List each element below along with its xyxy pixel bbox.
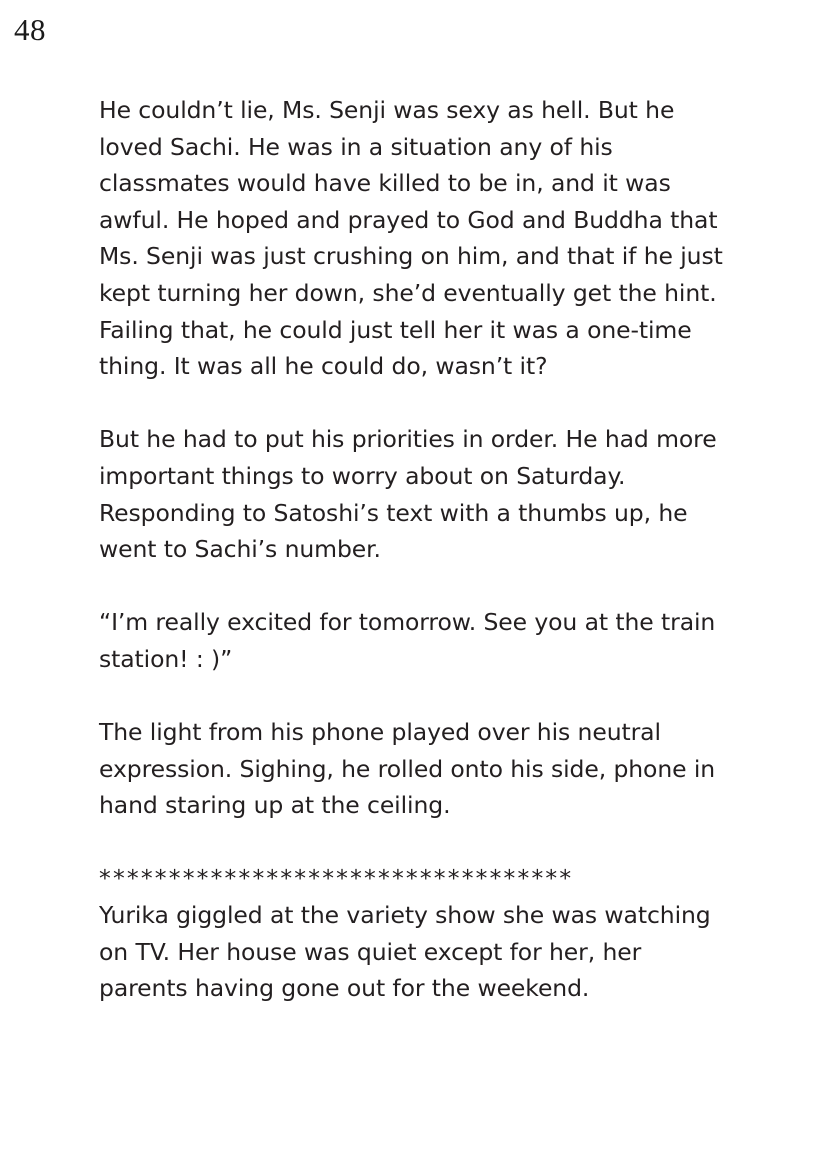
- paragraph: “I’m really excited for tomorrow. See you at the train station! : )”: [99, 608, 716, 673]
- paragraph: The light from his phone played over his neutral expression. Sighing, he rolled onto his side, phone in hand staring up at the ceiling.: [99, 718, 716, 820]
- paragraph: Yurika giggled at the variety show she was watching on TV. Her house was quiet except for her, her parents having gone out for the weekend.: [99, 901, 711, 1003]
- page-body-text: [99, 92, 731, 1007]
- scene-break-divider: **********************************: [99, 864, 574, 893]
- paragraph: He couldn’t lie, Ms. Senji was sexy as hell. But he loved Sachi. He was in a situation any of his classmates would have killed to be in, and it was awful. He hoped and prayed to God and Buddha that Ms. Senji was just crushing on him, and that if he just kept turning her down, she’d eventually get the hint. Failing that, he could just tell her it was a one-time thing. It was all he could do, wasn’t it?: [99, 96, 723, 381]
- paragraph: But he had to put his priorities in order. He had more important things to worry about on Saturday. Responding to Satoshi’s text with a thumbs up, he went to Sachi’s number.: [99, 425, 717, 564]
- page-number: 48: [14, 12, 46, 47]
